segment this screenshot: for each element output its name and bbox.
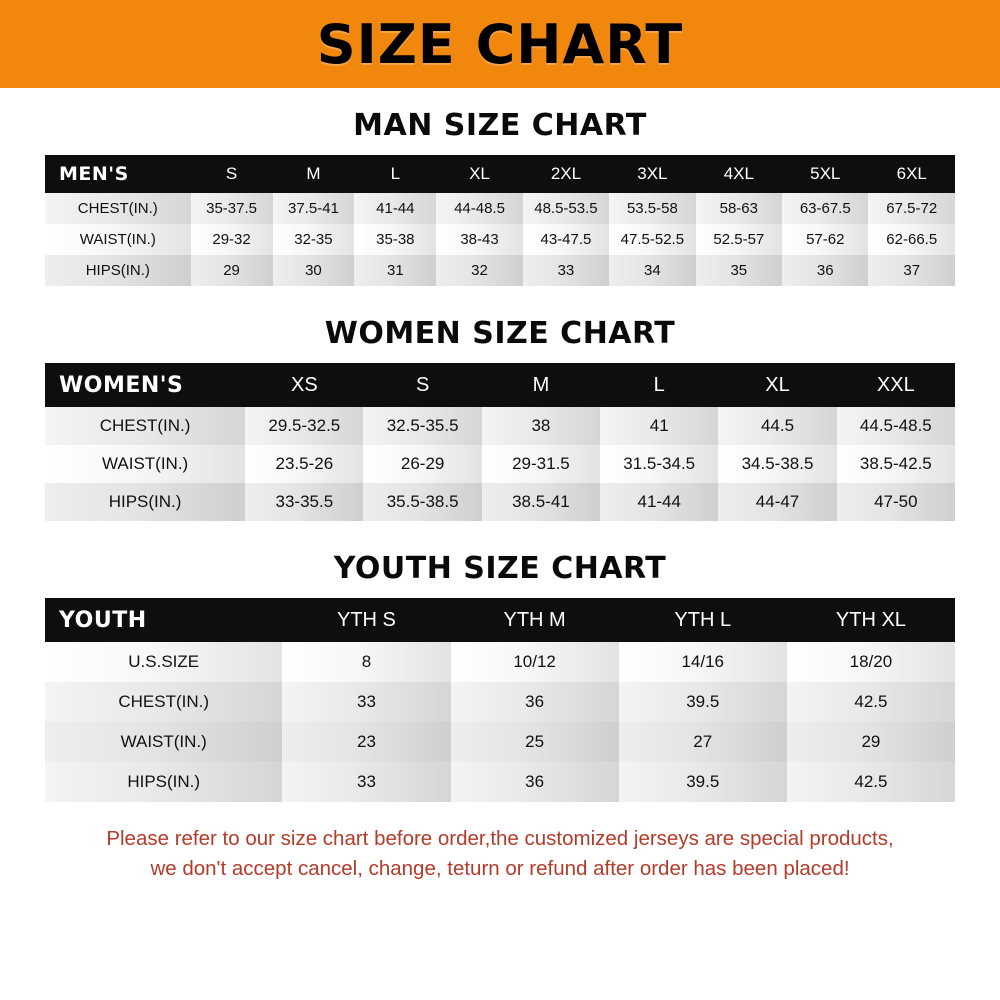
table-cell: 35-38 — [354, 224, 436, 255]
column-header: 3XL — [609, 155, 695, 193]
table-cell: 42.5 — [787, 762, 955, 802]
table-cell: 42.5 — [787, 682, 955, 722]
table-cell: 41-44 — [600, 483, 718, 521]
table-cell: 23.5-26 — [245, 445, 363, 483]
column-header: S — [191, 155, 273, 193]
table-cell: 44.5-48.5 — [837, 407, 955, 445]
table-row — [45, 193, 955, 224]
table-cell: 32-35 — [273, 224, 355, 255]
table-cell: 44-48.5 — [436, 193, 522, 224]
row-label: CHEST(IN.) — [45, 193, 191, 224]
table-cell: 47-50 — [837, 483, 955, 521]
table-cell: 63-67.5 — [782, 193, 868, 224]
table-cell: 14/16 — [619, 642, 787, 682]
header-banner — [0, 0, 1000, 88]
table-cell: 44.5 — [718, 407, 836, 445]
table-cell: 39.5 — [619, 762, 787, 802]
table-cell: 31 — [354, 255, 436, 286]
table-row — [45, 682, 955, 722]
table-cell: 39.5 — [619, 682, 787, 722]
table-cell: 58-63 — [696, 193, 782, 224]
column-header: XXL — [837, 363, 955, 407]
column-header: XL — [436, 155, 522, 193]
table-cell: 48.5-53.5 — [523, 193, 609, 224]
table-cell: 36 — [451, 682, 619, 722]
column-header: 5XL — [782, 155, 868, 193]
table-cell: 29-32 — [191, 224, 273, 255]
section-title-men: MAN SIZE CHART — [353, 108, 647, 143]
column-header: 6XL — [868, 155, 955, 193]
table-cell: 36 — [451, 762, 619, 802]
column-header: YTH XL — [787, 598, 955, 642]
table-cell: 37 — [868, 255, 955, 286]
table-row — [45, 642, 955, 682]
table-cell: 23 — [282, 722, 450, 762]
column-header: YTH L — [619, 598, 787, 642]
table-cell: 32.5-35.5 — [363, 407, 481, 445]
section-title-youth: YOUTH SIZE CHART — [333, 551, 667, 586]
table-cell: 31.5-34.5 — [600, 445, 718, 483]
row-label: HIPS(IN.) — [45, 762, 282, 802]
column-header: L — [354, 155, 436, 193]
table-header-row — [45, 598, 955, 642]
column-header: 4XL — [696, 155, 782, 193]
table-cell: 47.5-52.5 — [609, 224, 695, 255]
table-cell: 41-44 — [354, 193, 436, 224]
column-header: XS — [245, 363, 363, 407]
table-cell: 27 — [619, 722, 787, 762]
row-label: HIPS(IN.) — [45, 483, 245, 521]
table-cell: 53.5-58 — [609, 193, 695, 224]
table-row — [45, 483, 955, 521]
table-cell: 38.5-42.5 — [837, 445, 955, 483]
table-cell: 33 — [282, 682, 450, 722]
table-cell: 10/12 — [451, 642, 619, 682]
table-cell: 38 — [482, 407, 600, 445]
footer-note-line-1: Please refer to our size chart before order,the customized jerseys are special products, — [106, 827, 894, 850]
table-cell: 33-35.5 — [245, 483, 363, 521]
column-header: YOUTH — [45, 598, 282, 642]
table-row — [45, 722, 955, 762]
column-header: WOMEN'S — [45, 363, 245, 407]
table-cell: 62-66.5 — [868, 224, 955, 255]
row-label: CHEST(IN.) — [45, 407, 245, 445]
men-size-table-wrap — [45, 155, 955, 286]
table-cell: 35-37.5 — [191, 193, 273, 224]
table-cell: 30 — [273, 255, 355, 286]
footer-note — [25, 824, 975, 884]
table-cell: 57-62 — [782, 224, 868, 255]
column-header: MEN'S — [45, 155, 191, 193]
youth-size-table-wrap — [45, 598, 955, 802]
row-label: WAIST(IN.) — [45, 722, 282, 762]
table-cell: 38-43 — [436, 224, 522, 255]
table-cell: 35.5-38.5 — [363, 483, 481, 521]
table-row — [45, 445, 955, 483]
women-size-table-wrap — [45, 363, 955, 521]
table-cell: 33 — [282, 762, 450, 802]
table-row — [45, 407, 955, 445]
table-cell: 25 — [451, 722, 619, 762]
column-header: S — [363, 363, 481, 407]
table-row — [45, 255, 955, 286]
table-cell: 29.5-32.5 — [245, 407, 363, 445]
row-label: WAIST(IN.) — [45, 445, 245, 483]
table-cell: 29 — [787, 722, 955, 762]
table-cell: 36 — [782, 255, 868, 286]
table-cell: 8 — [282, 642, 450, 682]
section-title-women: WOMEN SIZE CHART — [324, 316, 676, 351]
table-cell: 67.5-72 — [868, 193, 955, 224]
column-header: M — [273, 155, 355, 193]
table-cell: 44-47 — [718, 483, 836, 521]
youth-size-table — [45, 598, 955, 802]
table-cell: 41 — [600, 407, 718, 445]
column-header: YTH M — [451, 598, 619, 642]
table-cell: 37.5-41 — [273, 193, 355, 224]
column-header: YTH S — [282, 598, 450, 642]
table-cell: 29 — [191, 255, 273, 286]
table-cell: 43-47.5 — [523, 224, 609, 255]
table-cell: 29-31.5 — [482, 445, 600, 483]
table-cell: 35 — [696, 255, 782, 286]
table-header-row — [45, 363, 955, 407]
table-row — [45, 762, 955, 802]
column-header: L — [600, 363, 718, 407]
table-cell: 32 — [436, 255, 522, 286]
women-size-table — [45, 363, 955, 521]
table-cell: 52.5-57 — [696, 224, 782, 255]
table-cell: 38.5-41 — [482, 483, 600, 521]
table-cell: 34 — [609, 255, 695, 286]
table-row — [45, 224, 955, 255]
row-label: CHEST(IN.) — [45, 682, 282, 722]
row-label: WAIST(IN.) — [45, 224, 191, 255]
column-header: M — [482, 363, 600, 407]
row-label: U.S.SIZE — [45, 642, 282, 682]
column-header: XL — [718, 363, 836, 407]
footer-note-line-2: we don't accept cancel, change, teturn or refund after order has been placed! — [150, 857, 850, 880]
column-header: 2XL — [523, 155, 609, 193]
table-cell: 18/20 — [787, 642, 955, 682]
page-title: SIZE CHART — [316, 12, 684, 76]
table-header-row — [45, 155, 955, 193]
table-cell: 26-29 — [363, 445, 481, 483]
table-cell: 34.5-38.5 — [718, 445, 836, 483]
men-size-table — [45, 155, 955, 286]
table-cell: 33 — [523, 255, 609, 286]
row-label: HIPS(IN.) — [45, 255, 191, 286]
